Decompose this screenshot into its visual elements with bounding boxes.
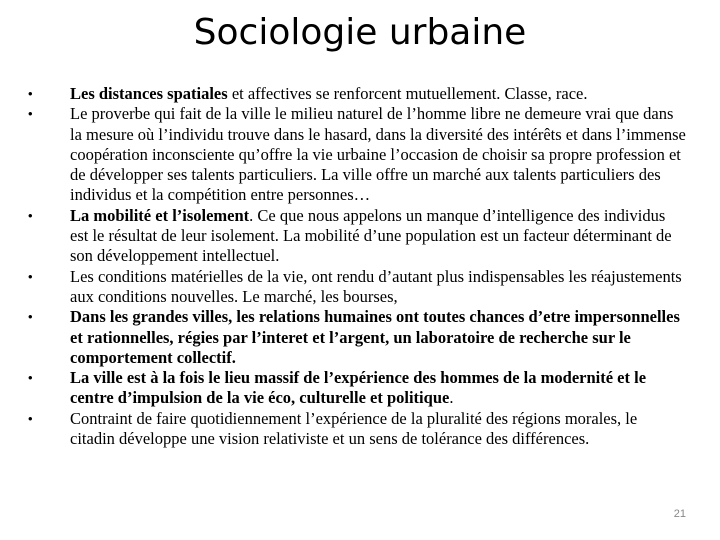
slide-title: Sociologie urbaine [193, 12, 527, 53]
bullet-list [26, 84, 686, 449]
bullet-item-distances [26, 84, 686, 104]
bullet-item-grandes-villes [26, 307, 686, 368]
bullet-text: . Ce que nous appelons un manque d’intelligence des individus est le résultat de leur isolement. La mobilité d’une population est un facteur déterminant de son développement intellectuel. [70, 205, 672, 266]
bullet-bold-text: Dans les grandes villes, les relations humaines ont toutes chances d’etre impersonnelles et rationnelles, régies par l’interet et l’argent, un laboratoire de recherche sur le comportement collectif. [70, 307, 680, 367]
bullet-icon: • [28, 106, 33, 122]
bullet-text: et affectives se renforcent mutuellement. Classe, race. [227, 84, 588, 103]
bullet-bold-text: La mobilité et l’isolement [70, 205, 250, 225]
bullet-icon: • [28, 207, 33, 223]
bullet-bold-text: La ville est à la fois le lieu massif de l’expérience des hommes de la modernité et le centre d’impulsion de la vie éco, culturelle et politique [70, 368, 647, 408]
bullet-text: Contraint de faire quotidiennement l’expérience de la pluralité des régions morales, le citadin développe une vision relativiste et un sens de tolérance des différences. [70, 408, 638, 449]
bullet-item-ville-modernite [26, 368, 686, 409]
bullet-item-conditions [26, 267, 686, 308]
bullet-text: Les conditions matérielles de la vie, ont rendu d’autant plus indispensables les réajustements aux conditions nouvelles. Le marché, les bourses, [70, 266, 682, 306]
bullet-item-mobilite [26, 206, 686, 267]
bullet-icon: • [28, 410, 33, 426]
bullet-icon: • [28, 309, 33, 325]
bullet-text: Le proverbe qui fait de la ville le milieu naturel de l’homme libre ne demeure vrai que dans la mesure où l’individu trouve dans le hasard, dans la diversité des intérêts et dans l’immense coopération inconsciente qu’offre la vie urbaine l’occasion de choisir sa propre profession et de développer ses talents particuliers. La ville offre un marché aux talents particuliers des individus et la compétition entre personnes… [70, 104, 686, 205]
bullet-item-proverbe [26, 104, 686, 205]
page-number: 21 [673, 508, 686, 520]
bullet-icon: • [28, 268, 33, 284]
bullet-item-citadin [26, 409, 686, 450]
bullet-icon: • [28, 86, 33, 101]
bullet-text: . [449, 388, 454, 408]
bullet-icon: • [28, 370, 33, 386]
bullet-bold-text: Les distances spatiales [70, 84, 228, 103]
